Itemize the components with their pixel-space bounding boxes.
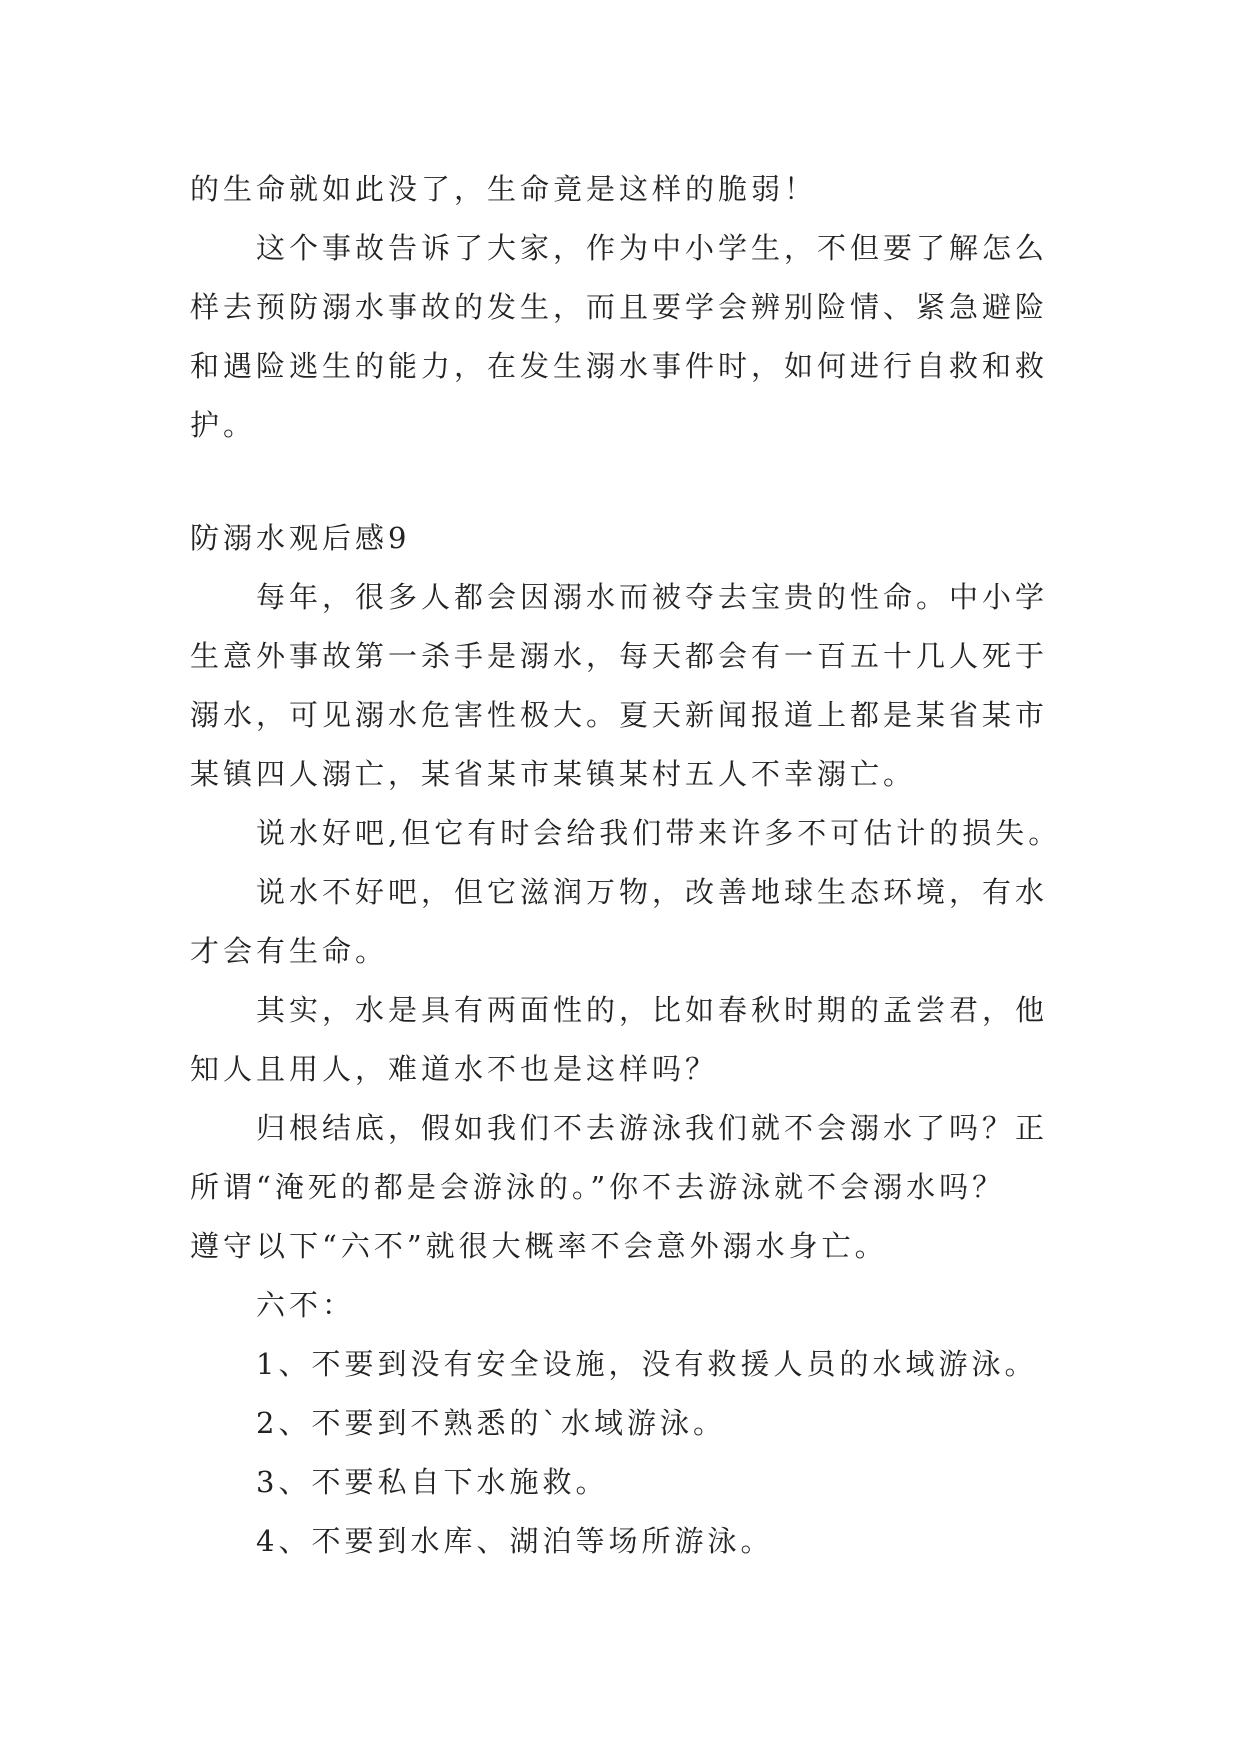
paragraph-line: 说水好吧,但它有时会给我们带来许多不可估计的损失。: [256, 816, 1062, 850]
list-heading: 六不：: [256, 1288, 356, 1322]
paragraph-line: 才会有生命。: [190, 934, 389, 968]
list-item: 4、不要到水库、湖泊等场所游泳。: [256, 1524, 774, 1558]
paragraph-line: 生意外事故第一杀手是溺水，每天都会有一百五十几人死于: [190, 639, 1049, 673]
paragraph-line: 每年，很多人都会因溺水而被夺去宝贵的性命。中小学: [256, 580, 1049, 614]
previous-essay-ending: [190, 160, 1060, 455]
section-title: 防溺水观后感9: [190, 521, 411, 555]
paragraph-line: 这个事故告诉了大家，作为中小学生，不但要了解怎么: [256, 231, 1049, 265]
paragraph-line: 所谓“淹死的都是会游泳的。”你不去游泳就不会溺水吗？: [190, 1170, 1006, 1204]
paragraph-line: 护。: [190, 408, 257, 442]
list-item: 1、不要到没有安全设施，没有救援人员的水域游泳。: [256, 1347, 1038, 1381]
paragraph-line: 溺水，可见溺水危害性极大。夏天新闻报道上都是某省某市: [190, 698, 1049, 732]
list-item: 3、不要私自下水施救。: [256, 1465, 609, 1499]
paragraph-line: 归根结底，假如我们不去游泳我们就不会溺水了吗？正: [256, 1111, 1049, 1145]
paragraph-line: 的生命就如此没了，生命竟是这样的脆弱！: [190, 172, 818, 206]
list-item: 2、不要到不熟悉的`水域游泳。: [256, 1406, 726, 1440]
paragraph-line: 某镇四人溺亡，某省某市某镇某村五人不幸溺亡。: [190, 757, 917, 791]
paragraph-line: 样去预防溺水事故的发生，而且要学会辨别险情、紧急避险: [190, 290, 1049, 324]
paragraph-line: 其实，水是具有两面性的，比如春秋时期的孟尝君，他: [256, 993, 1049, 1027]
paragraph-line: 和遇险逃生的能力，在发生溺水事件时，如何进行自救和救: [190, 349, 1049, 383]
essay-9: [190, 509, 1060, 1571]
paragraph-line: 知人且用人，难道水不也是这样吗？: [190, 1052, 719, 1086]
paragraph-line: 遵守以下“六不”就很大概率不会意外溺水身亡。: [190, 1229, 888, 1263]
paragraph-line: 说水不好吧，但它滋润万物，改善地球生态环境，有水: [256, 875, 1049, 909]
